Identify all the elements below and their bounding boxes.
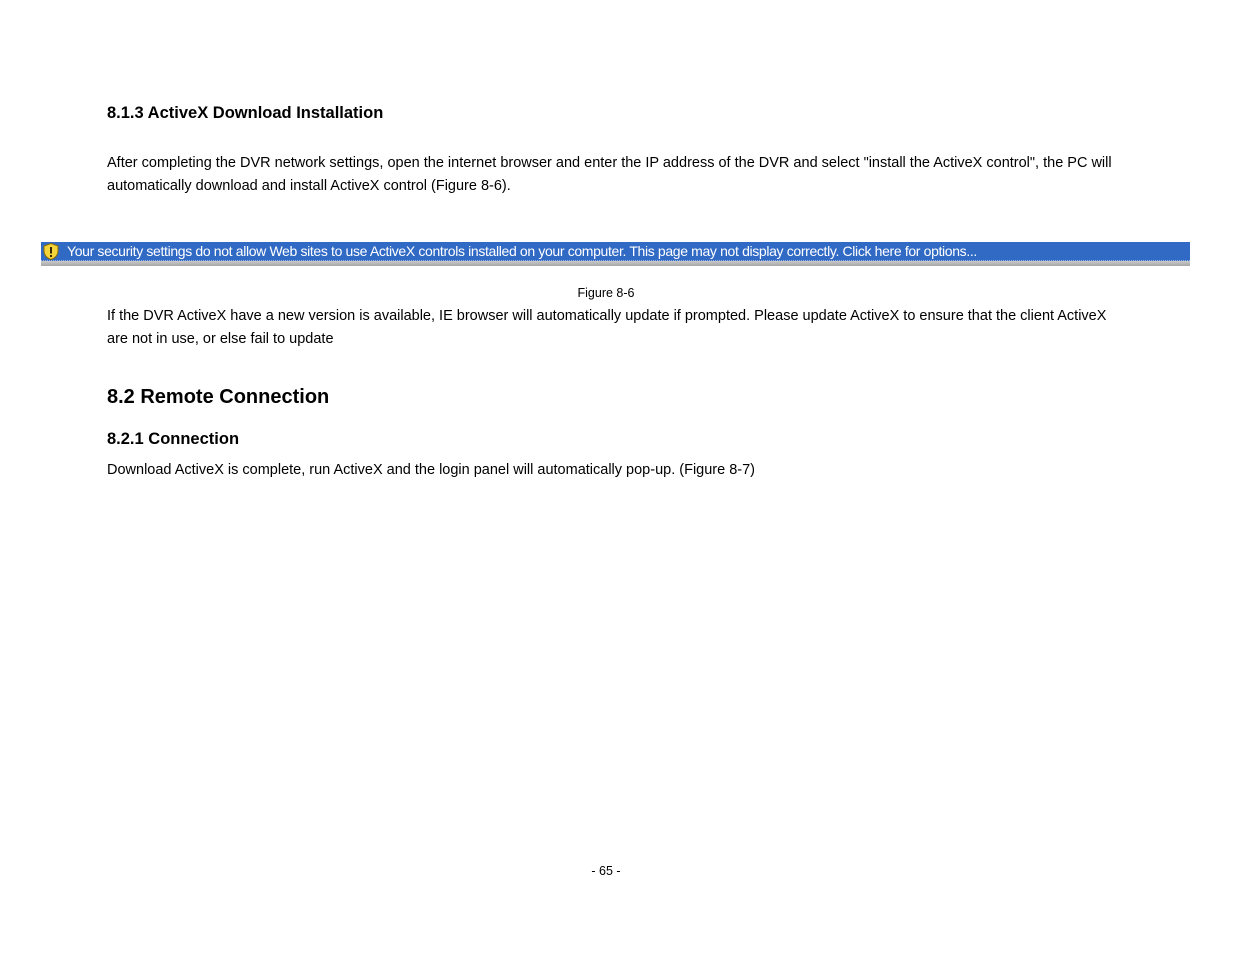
ie-bar-bottom-edge xyxy=(41,261,1190,266)
figure-caption-8-6: Figure 8-6 xyxy=(577,286,635,300)
section-heading-8-1-3: 8.1.3 ActiveX Download Installation xyxy=(107,104,384,122)
section-heading-8-2: 8.2 Remote Connection xyxy=(107,386,330,408)
install-paragraph: After completing the DVR network settings, open the internet browser and enter the IP address of the DVR and select "install the ActiveX control", the PC will automatically download and install ActiveX control (Figure 8-6). xyxy=(107,155,1112,194)
section-heading-8-2-1: 8.2.1 Connection xyxy=(107,430,240,448)
info-bar-message: Your security settings do not allow Web sites to use ActiveX controls installed on your computer. This page may not display correctly. Click here for options... xyxy=(67,243,977,259)
update-paragraph: If the DVR ActiveX have a new version is available, IE browser will automatically update if prompted. Please update ActiveX to ensure that the client ActiveX are not in use, or else fail to update xyxy=(107,308,1107,347)
connection-paragraph: Download ActiveX is complete, run ActiveX and the login panel will automatically pop-up. (Figure 8-7) xyxy=(107,462,756,478)
shield-warning-icon xyxy=(43,243,59,260)
ie-information-bar[interactable] xyxy=(41,242,1190,261)
page-number: - 65 - xyxy=(591,864,621,878)
